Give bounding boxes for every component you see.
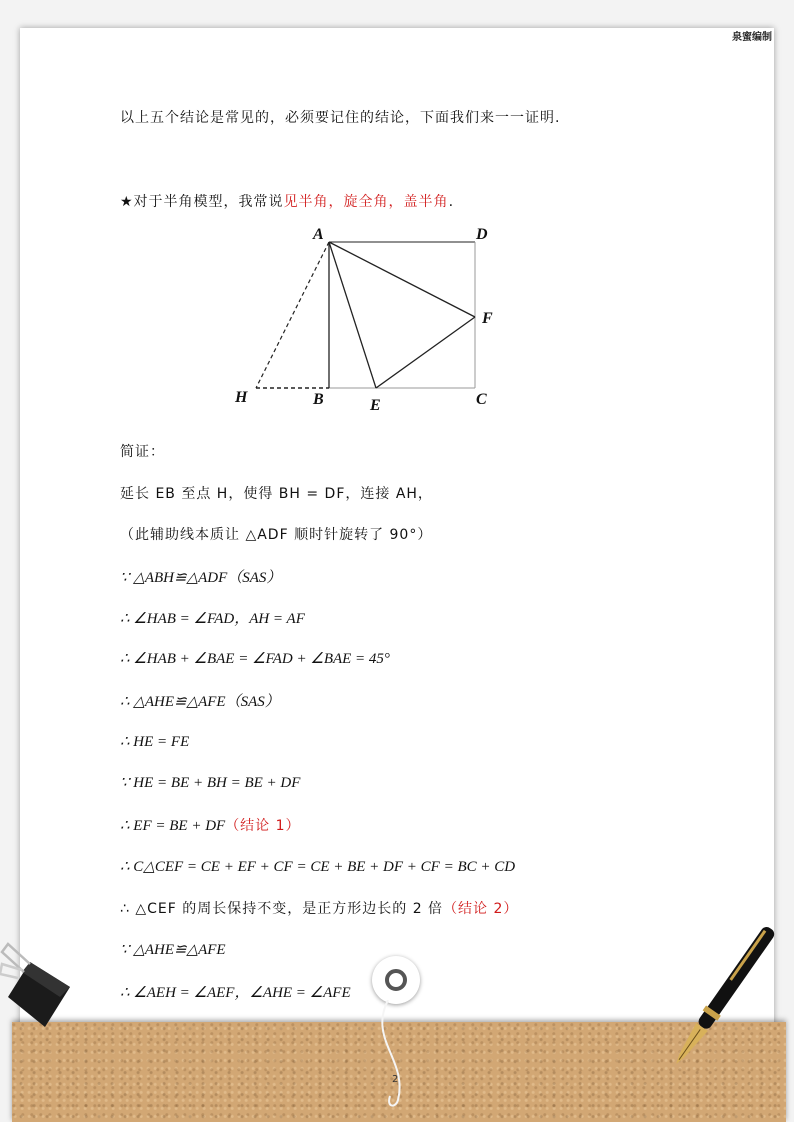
proof-line: （此辅助线本质让 △ADF 顺时针旋转了 90°）: [120, 527, 433, 543]
proof-line: ∵ △ABH≌△ADF（SAS）: [120, 570, 282, 586]
brand-label: 泉蜜编制: [732, 32, 772, 43]
intro-text: 以上五个结论是常见的，必须要记住的结论，下面我们来一一证明.: [120, 110, 561, 126]
page-number: 2: [392, 1074, 399, 1085]
proof-line: ∴ ∠AEH = ∠AEF，∠AHE = ∠AFE: [120, 985, 351, 1001]
label-C: C: [476, 391, 487, 408]
proof-line: ∵ HE = BE + BH = BE + DF: [120, 775, 301, 791]
segment-AE: [329, 242, 376, 388]
proof-line: ∴ C△CEF = CE + EF + CF = CE + BE + DF + CF = BC + CD: [120, 859, 516, 875]
proof-line: ∴ △CEF 的周长保持不变，是正方形边长的 2 倍（结论 2）: [120, 901, 519, 917]
label-A: A: [313, 226, 324, 243]
label-H: H: [235, 389, 248, 406]
label-F: F: [482, 310, 493, 327]
binder-clip-icon: [0, 942, 80, 1032]
conclusion-1-tag: （结论 1）: [225, 818, 301, 834]
label-E: E: [370, 397, 381, 414]
proof-line: ∴ ∠HAB + ∠BAE = ∠FAD + ∠BAE = 45°: [120, 651, 390, 667]
proof-line: ∴ △AHE≌△AFE（SAS）: [120, 694, 280, 710]
fountain-pen-icon: [660, 918, 780, 1088]
conclusion-2-tag: （结论 2）: [443, 901, 519, 917]
proof-line: ∴ EF = BE + DF（结论 1）: [120, 818, 301, 834]
proof-line: ∵ △AHE≌△AFE: [120, 942, 226, 958]
segment-EF: [376, 317, 475, 388]
proof-line: 延长 EB 至点 H，使得 BH = DF，连接 AH，: [120, 486, 433, 502]
label-B: B: [313, 391, 324, 408]
string-icon: [368, 1000, 418, 1110]
half-angle-tip: ★对于半角模型，我常说见半角，旋全角，盖半角.: [120, 194, 455, 210]
proof-line: ∴ HE = FE: [120, 734, 190, 750]
binder-ring-icon: [372, 956, 420, 1004]
segment-AF: [329, 242, 475, 317]
label-D: D: [476, 226, 488, 243]
half-angle-mnemonic: 见半角，旋全角，盖半角: [283, 194, 449, 210]
geometry-figure: [230, 222, 510, 417]
segment-AH: [256, 242, 329, 388]
proof-line: 简证：: [120, 444, 165, 460]
proof-line: ∴ ∠HAB = ∠FAD，AH = AF: [120, 611, 305, 627]
